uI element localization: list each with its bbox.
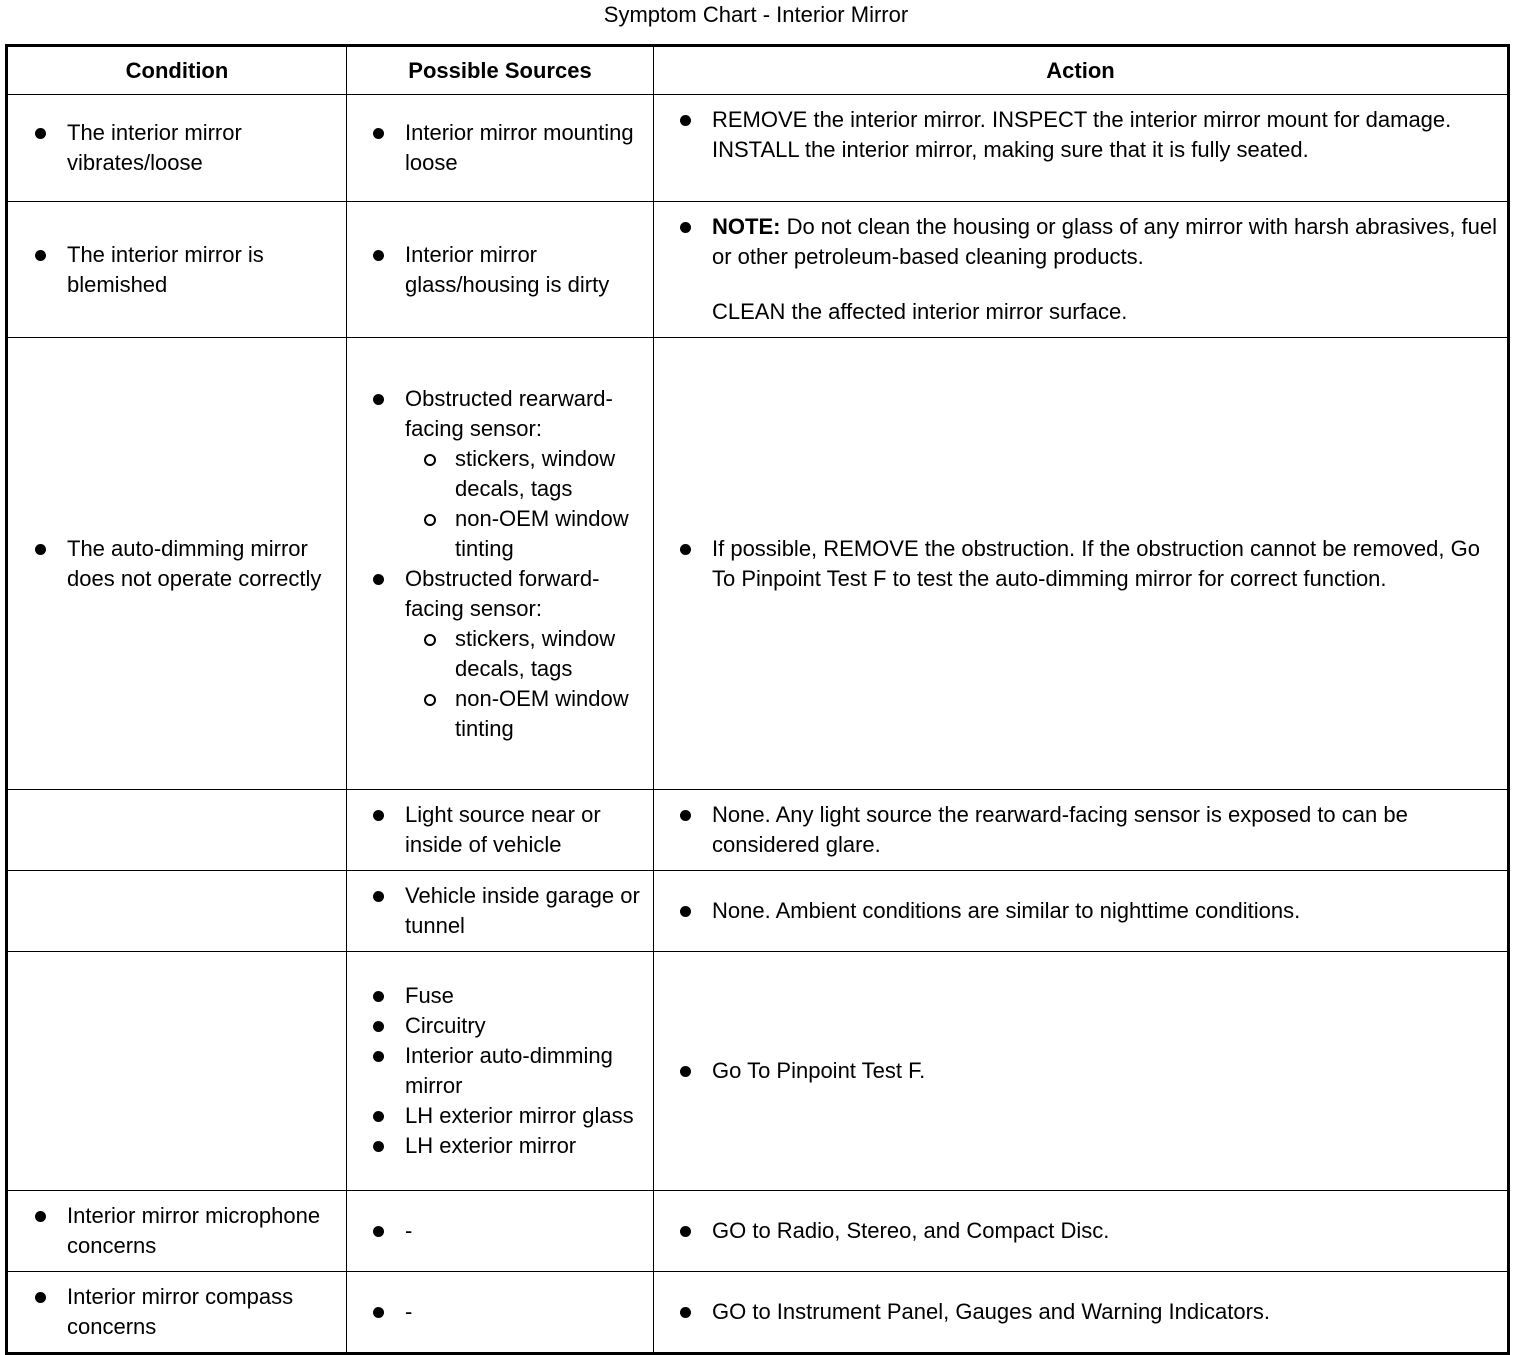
- note-label: NOTE:: [712, 214, 781, 239]
- header-condition: Condition: [7, 46, 347, 95]
- sources-cell: [347, 790, 654, 871]
- source-item: LH exterior mirror glass: [347, 1101, 645, 1131]
- condition-item: The auto-dimming mirror does not operate correctly: [8, 534, 338, 594]
- condition-cell: [7, 95, 347, 202]
- sources-content: [347, 971, 653, 1171]
- action-cell: [654, 202, 1509, 338]
- table-row: [7, 790, 1509, 871]
- condition-cell: [7, 790, 347, 871]
- table-row: [7, 952, 1509, 1191]
- condition-cell: [7, 1272, 347, 1354]
- sources-content: [347, 230, 653, 310]
- action-text: REMOVE the interior mirror. INSPECT the interior mirror mount for damage. INSTALL the interior mirror, making sure that it is fully seated.: [712, 107, 1452, 162]
- action-cell: [654, 1272, 1509, 1354]
- source-subitem: non-OEM window tinting: [347, 684, 645, 744]
- condition-item: Interior mirror microphone concerns: [8, 1201, 338, 1261]
- sources-cell: [347, 1191, 654, 1272]
- source-item: -: [347, 1297, 645, 1327]
- sources-cell: [347, 95, 654, 202]
- sources-cell: [347, 338, 654, 790]
- action-content: [654, 1287, 1507, 1337]
- action-text: GO to Radio, Stereo, and Compact Disc.: [712, 1218, 1110, 1243]
- table-row: [7, 202, 1509, 338]
- action-cell: [654, 338, 1509, 790]
- action-content: [654, 1206, 1507, 1256]
- action-cell: [654, 952, 1509, 1191]
- source-subitem: stickers, window decals, tags: [347, 624, 645, 684]
- sources-cell: [347, 871, 654, 952]
- action-content: [654, 95, 1507, 175]
- action-item: [654, 534, 1499, 594]
- action-item: [654, 1056, 1499, 1086]
- action-content: [654, 790, 1507, 870]
- action-content: [654, 1046, 1507, 1096]
- source-item: Obstructed rearward-facing sensor:: [347, 384, 645, 444]
- action-item: [654, 212, 1499, 272]
- action-content: [654, 524, 1507, 604]
- source-item: Interior mirror glass/housing is dirty: [347, 240, 645, 300]
- condition-content: [8, 820, 346, 840]
- action-item: [654, 800, 1499, 860]
- condition-cell: [7, 871, 347, 952]
- source-item: Light source near or inside of vehicle: [347, 800, 645, 860]
- sources-content: [347, 790, 653, 870]
- condition-item: The interior mirror is blemished: [8, 240, 338, 300]
- condition-cell: [7, 952, 347, 1191]
- action-text: Do not clean the housing or glass of any mirror with harsh abrasives, fuel or other petroleum-based cleaning products.: [712, 214, 1498, 269]
- action-item: [654, 1216, 1499, 1246]
- table-row: [7, 1272, 1509, 1354]
- condition-content: [8, 1272, 346, 1352]
- header-possible-sources: Possible Sources: [347, 46, 654, 95]
- condition-content: [8, 524, 346, 604]
- condition-item: The interior mirror vibrates/loose: [8, 118, 338, 178]
- action-content: [654, 886, 1507, 936]
- action-cell: [654, 95, 1509, 202]
- action-text: Go To Pinpoint Test F.: [712, 1058, 926, 1083]
- condition-content: [8, 901, 346, 921]
- sources-content: [347, 871, 653, 951]
- action-item: [654, 105, 1499, 165]
- action-text: GO to Instrument Panel, Gauges and Warning Indicators.: [712, 1299, 1271, 1324]
- header-action: Action: [654, 46, 1509, 95]
- header-row: [7, 46, 1509, 95]
- sources-content: [347, 374, 653, 754]
- condition-content: [8, 108, 346, 188]
- source-item: LH exterior mirror: [347, 1131, 645, 1161]
- action-item: [654, 896, 1499, 926]
- sources-cell: [347, 202, 654, 338]
- source-subitem: non-OEM window tinting: [347, 504, 645, 564]
- action-cell: [654, 1191, 1509, 1272]
- sources-content: [347, 1287, 653, 1337]
- action-text: None. Any light source the rearward-facing sensor is exposed to can be considered glare.: [712, 802, 1408, 857]
- condition-content: [8, 230, 346, 310]
- action-item: [654, 1297, 1499, 1327]
- action-content: [654, 202, 1507, 337]
- source-item: Circuitry: [347, 1011, 645, 1041]
- condition-cell: [7, 338, 347, 790]
- condition-item: Interior mirror compass concerns: [8, 1282, 338, 1342]
- action-paragraph: CLEAN the affected interior mirror surface.: [712, 299, 1128, 324]
- action-cell: [654, 871, 1509, 952]
- source-item: -: [347, 1216, 645, 1246]
- condition-cell: [7, 202, 347, 338]
- source-item: Obstructed forward-facing sensor:: [347, 564, 645, 624]
- action-cell: [654, 790, 1509, 871]
- condition-cell: [7, 1191, 347, 1272]
- source-item: Vehicle inside garage or tunnel: [347, 881, 645, 941]
- condition-content: [8, 1061, 346, 1081]
- table-row: [7, 95, 1509, 202]
- source-item: Interior mirror mounting loose: [347, 118, 645, 178]
- table-row: [7, 871, 1509, 952]
- sources-cell: [347, 1272, 654, 1354]
- action-text: None. Ambient conditions are similar to nighttime conditions.: [712, 898, 1301, 923]
- action-text: If possible, REMOVE the obstruction. If the obstruction cannot be removed, Go To Pinpoint Test F to test the auto-dimming mirror for correct function.: [712, 535, 1480, 591]
- chart-title: Symptom Chart - Interior Mirror: [603, 2, 909, 27]
- table-row: [7, 338, 1509, 790]
- source-item: Interior auto-dimming mirror: [347, 1041, 645, 1101]
- table-row: [7, 1191, 1509, 1272]
- sources-cell: [347, 952, 654, 1191]
- sources-content: [347, 1206, 653, 1256]
- sources-content: [347, 108, 653, 188]
- source-subitem: stickers, window decals, tags: [347, 444, 645, 504]
- source-item: Fuse: [347, 981, 645, 1011]
- symptom-table: [5, 44, 1510, 1355]
- condition-content: [8, 1191, 346, 1271]
